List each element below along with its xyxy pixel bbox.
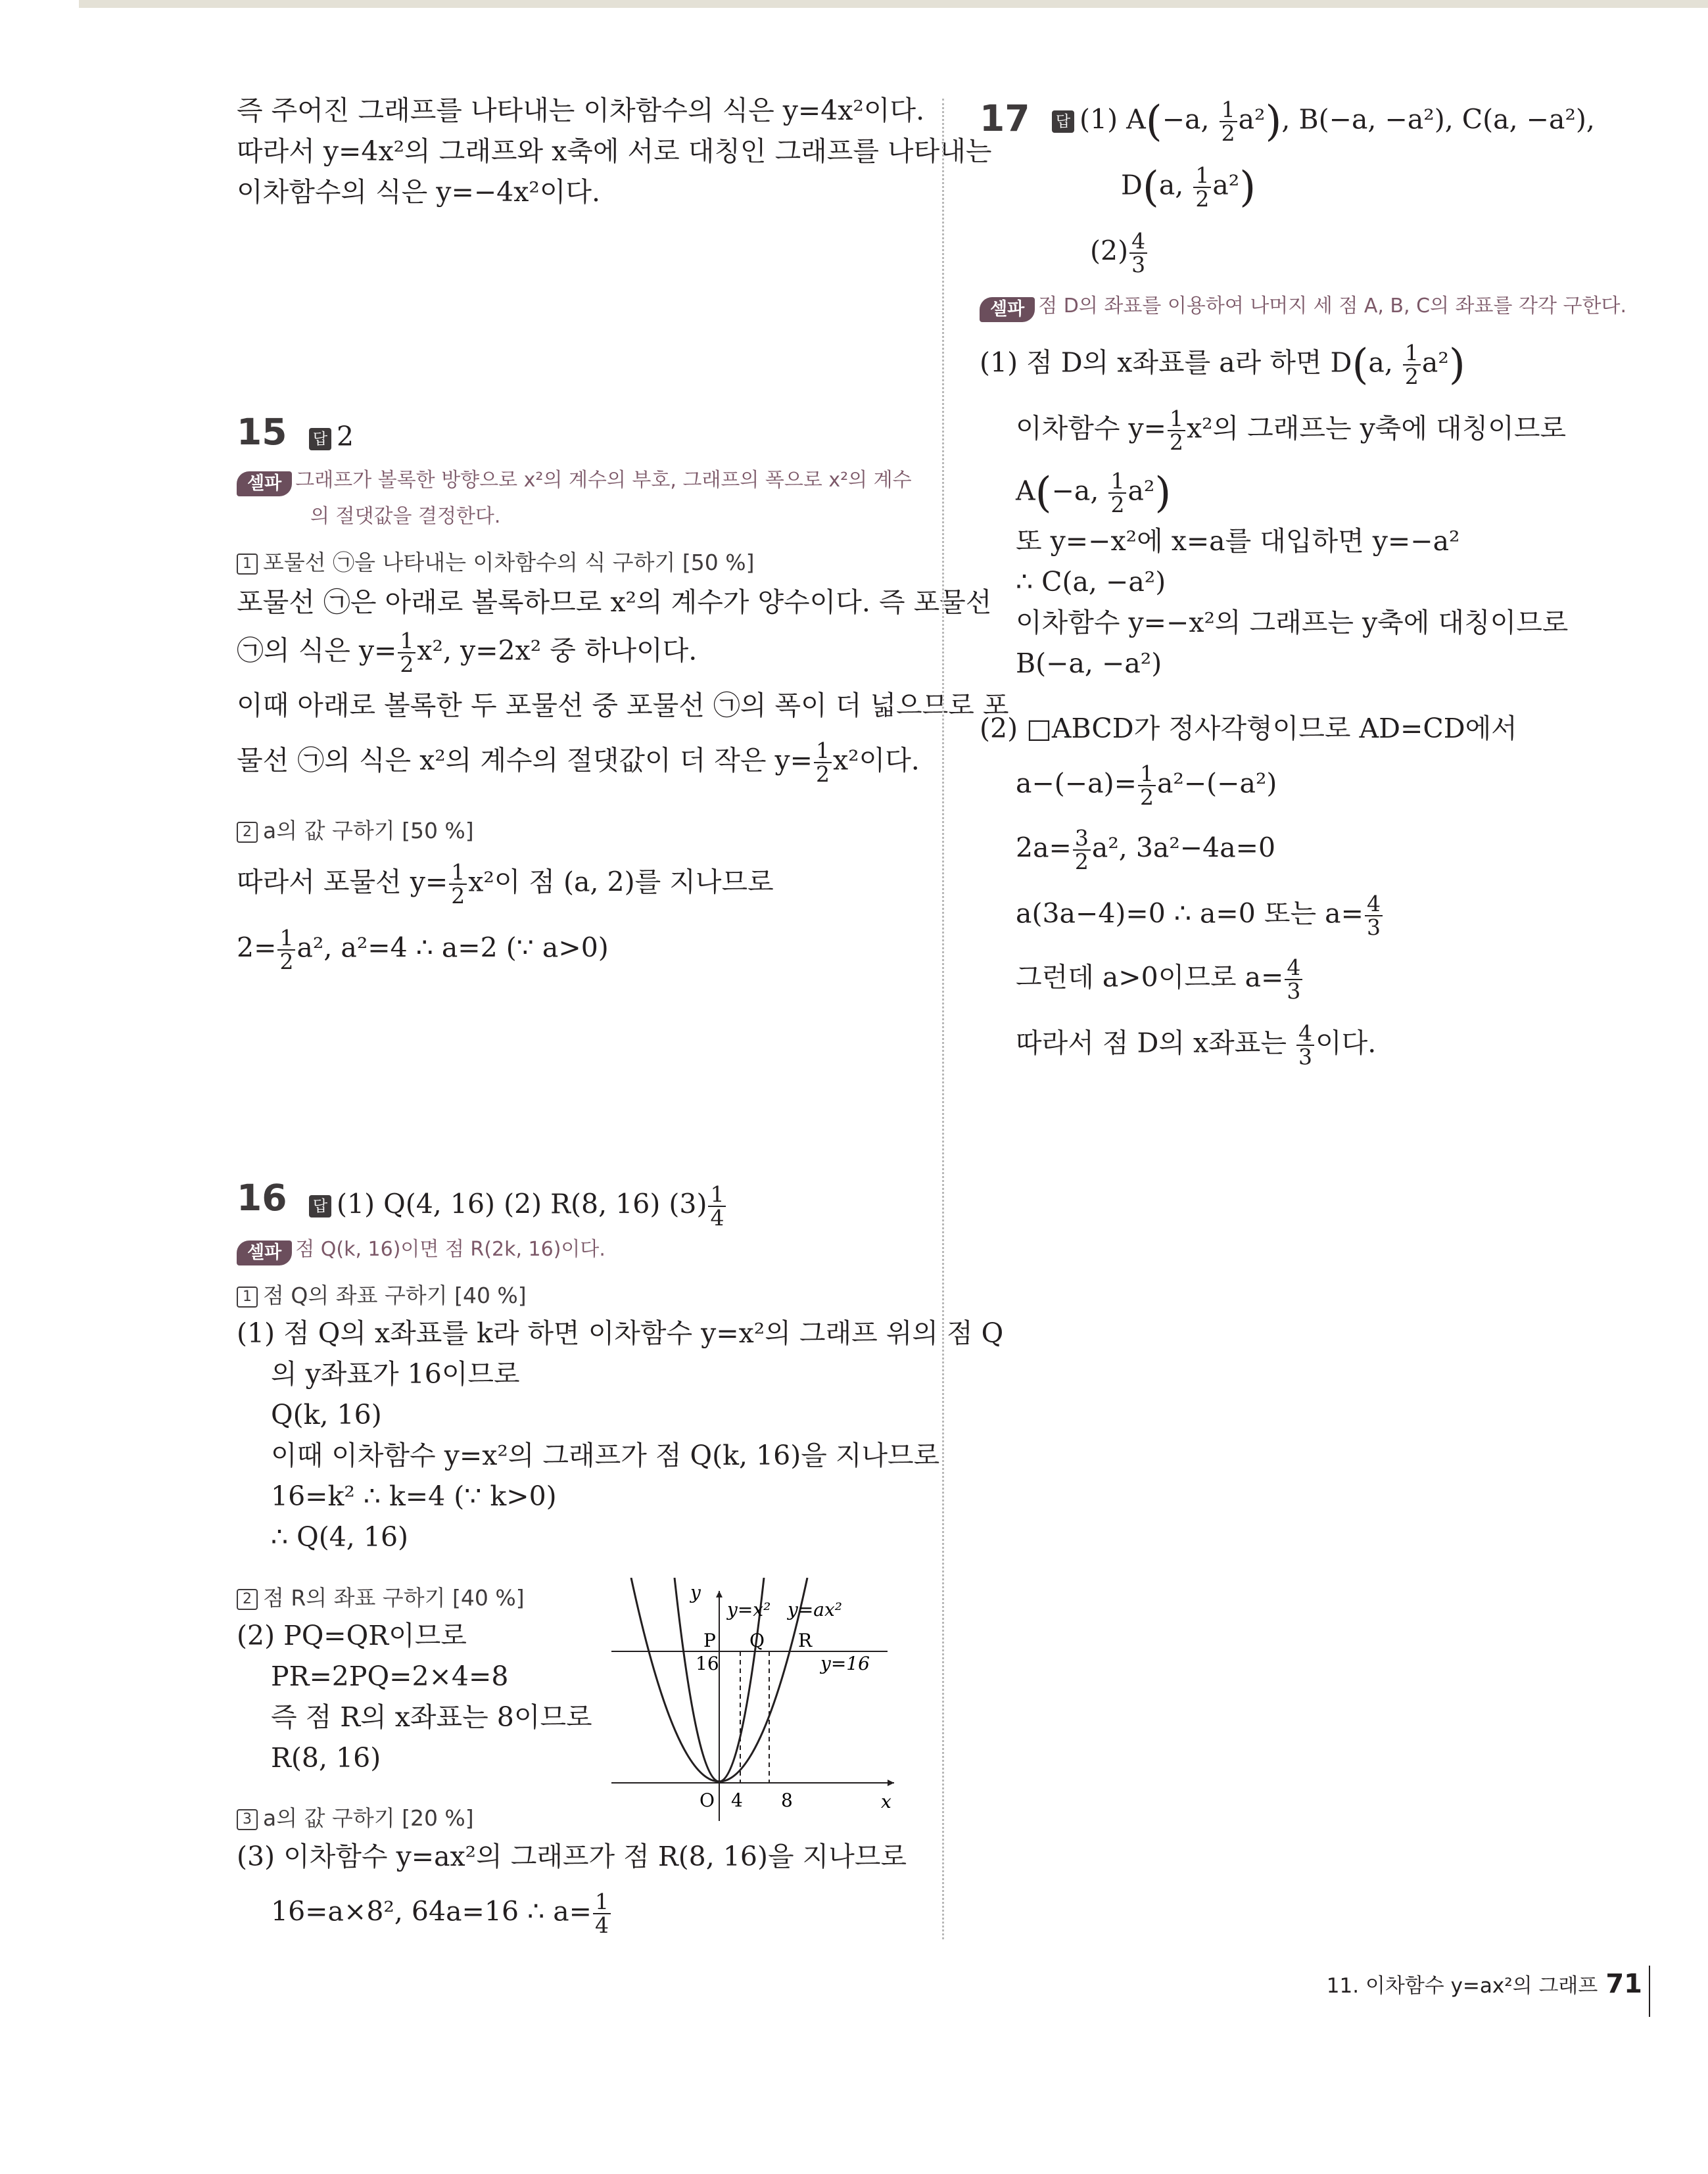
point-q-label: Q (749, 1630, 765, 1651)
tip-badge: 셀파 (237, 471, 292, 496)
column-divider (942, 99, 944, 1939)
point-r-label: R (798, 1630, 813, 1651)
point-p-label: P (703, 1630, 716, 1651)
answer: 답 (1) Q(4, 16) (2) R(8, 16) (3) $\frac{1}{4}$ (309, 1183, 727, 1229)
solution-line: 의 y좌표가 16이므로 (271, 1358, 520, 1390)
x4-label: 4 (731, 1789, 743, 1811)
answer-line: 답 (1) A(−a, $\frac{1}{2}$ a²), B(−a, −a²), C(a, −a²), (1052, 99, 1595, 145)
solution-line: 포물선 ㉠은 아래로 볼록하므로 x²의 계수가 양수이다. 즉 포물선 (237, 586, 992, 618)
y16-label: 16 (696, 1653, 719, 1674)
answer-icon: 답 (309, 428, 331, 450)
solution-line: 이차함수 y= $\frac{1}{2}$ x²의 그래프는 y축에 대칭이므로 (1016, 406, 1567, 455)
chapter-title: 11. 이차함수 y=ax²의 그래프 (1326, 1974, 1598, 1998)
fraction: $\frac{1}{4}$ (593, 1891, 611, 1937)
step-heading: 2 점 R의 좌표 구하기 [40 %] (237, 1581, 525, 1612)
intro-line: 따라서 y=4x²의 그래프와 x축에 서로 대칭인 그래프를 나타내는 (237, 135, 992, 167)
tip: 셀파 점 D의 좌표를 이용하여 나머지 세 점 A, B, C의 좌표를 각각 구한다. (980, 289, 1626, 322)
tip-text: 의 절댓값을 결정한다. (310, 505, 501, 528)
origin-label: O (700, 1789, 715, 1811)
intro-line: 즉 주어진 그래프를 나타내는 이차함수의 식은 y=4x²이다. (237, 95, 925, 126)
top-bar (79, 0, 1708, 8)
y-axis-label: y (690, 1582, 701, 1603)
solution-line: ∴ Q(4, 16) (271, 1521, 409, 1553)
step-heading: 1 포물선 ㉠을 나타내는 이차함수의 식 구하기 [50 %] (237, 546, 754, 577)
fraction: $\frac{1}{4}$ (708, 1183, 726, 1229)
solution-line: PR=2PQ=2×4=8 (271, 1661, 509, 1692)
solution-line: a−(−a)= $\frac{1}{2}$ a²−(−a²) (1016, 761, 1277, 810)
solution-line: ∴ C(a, −a²) (1016, 566, 1166, 598)
line-label: y=16 (820, 1653, 870, 1674)
fraction: $\frac{1}{2}$ (277, 927, 295, 973)
curve1-label: y=x² (727, 1599, 771, 1620)
step-heading: 2 a의 값 구하기 [50 %] (237, 814, 474, 845)
solution-line: R(8, 16) (271, 1742, 381, 1774)
y-axis-arrow (716, 1591, 723, 1597)
solution-line: ㉠의 식은 y= $\frac{1}{2}$ x², y=2x² 중 하나이다. (237, 628, 698, 677)
solution-line: 이차함수 y=−x²의 그래프는 y축에 대칭이므로 (1016, 607, 1569, 638)
solution-line: (1) 점 Q의 x좌표를 k라 하면 이차함수 y=x²의 그래프 위의 점 Q (237, 1317, 1004, 1349)
intro-line: 이차함수의 식은 y=−4x²이다. (237, 176, 601, 208)
question-number: 17 (980, 97, 1030, 139)
solution-line: A(−a, $\frac{1}{2}$ a²) (1016, 468, 1172, 517)
curve2-label: y=ax² (788, 1599, 842, 1620)
answer-icon: 답 (1052, 110, 1074, 133)
tip-badge: 셀파 (980, 297, 1035, 322)
x-axis-label: x (881, 1791, 891, 1812)
answer: 답 2 (309, 418, 354, 455)
tip: 셀파 그래프가 볼록한 방향으로 x²의 계수의 부호, 그래프의 폭으로 x²의 계수 (237, 463, 912, 496)
solution-line: a(3a−4)=0 ∴ a=0 또는 a= $\frac{4}{3}$ (1016, 893, 1384, 939)
solution-line: (3) 이차함수 y=ax²의 그래프가 점 R(8, 16)을 지나므로 (237, 1841, 907, 1872)
solution-line: 16=a×8², 64a=16 ∴ a= $\frac{1}{4}$ (271, 1891, 612, 1937)
x8-label: 8 (781, 1789, 793, 1811)
solution-line: 16=k² ∴ k=4 (∵ k>0) (271, 1480, 557, 1512)
tip-badge: 셀파 (237, 1241, 292, 1265)
parabola-graph (611, 1578, 901, 1821)
x-axis-arrow (888, 1780, 894, 1786)
solution-line: 또 y=−x²에 x=a를 대입하면 y=−a² (1016, 525, 1460, 557)
fraction: $\frac{1}{2}$ (449, 861, 467, 907)
solution-line: (2) PQ=QR이므로 (237, 1620, 467, 1651)
tip: 셀파 점 Q(k, 16)이면 점 R(2k, 16)이다. (237, 1233, 605, 1265)
question-number: 15 (237, 411, 287, 453)
step-heading: 1 점 Q의 좌표 구하기 [40 %] (237, 1279, 527, 1310)
solution-line: (2) □ABCD가 정사각형이므로 AD=CD에서 (980, 713, 1517, 744)
page-footer (1327, 1969, 1642, 1999)
solution-line: 따라서 점 D의 x좌표는 $\frac{4}{3}$ 이다. (1016, 1020, 1377, 1070)
solution-line: 따라서 포물선 y= $\frac{1}{2}$ x²이 점 (a, 2)를 지나므로 (237, 859, 774, 909)
page-number: 71 (1605, 1969, 1642, 1999)
solution-line: 즉 점 R의 x좌표는 8이므로 (271, 1701, 592, 1733)
solution-line: (1) 점 D의 x좌표를 a라 하면 D(a, $\frac{1}{2}$ a²) (980, 340, 1465, 389)
answer-icon: 답 (309, 1195, 331, 1217)
solution-line: B(−a, −a²) (1016, 648, 1162, 679)
solution-line: 그런데 a>0이므로 a= $\frac{4}{3}$ (1016, 957, 1304, 1003)
fraction: $\frac{1}{2}$ (398, 630, 415, 676)
footer-rule (1649, 1966, 1650, 2017)
solution-line: Q(k, 16) (271, 1399, 382, 1430)
fraction: $\frac{1}{2}$ (814, 740, 832, 786)
solution-line: 2= $\frac{1}{2}$ a², a²=4 ∴ a=2 (∵ a>0) (237, 925, 609, 974)
solution-line: 물선 ㉠의 식은 x²의 계수의 절댓값이 더 작은 y= $\frac{1}{2}$ x²이다. (237, 738, 920, 787)
solution-line: 이때 아래로 볼록한 두 포물선 중 포물선 ㉠의 폭이 더 넓으므로 포 (237, 690, 1009, 721)
solution-line: 2a= $\frac{3}{2}$ a², 3a²−4a=0 (1016, 825, 1276, 874)
answer-line: D(a, $\frac{1}{2}$ a²) (1121, 162, 1256, 212)
solution-line: 이때 이차함수 y=x²의 그래프가 점 Q(k, 16)을 지나므로 (271, 1440, 940, 1471)
question-number: 16 (237, 1177, 287, 1219)
step-heading: 3 a의 값 구하기 [20 %] (237, 1801, 474, 1832)
answer-line: (2) $\frac{4}{3}$ (1090, 230, 1149, 276)
